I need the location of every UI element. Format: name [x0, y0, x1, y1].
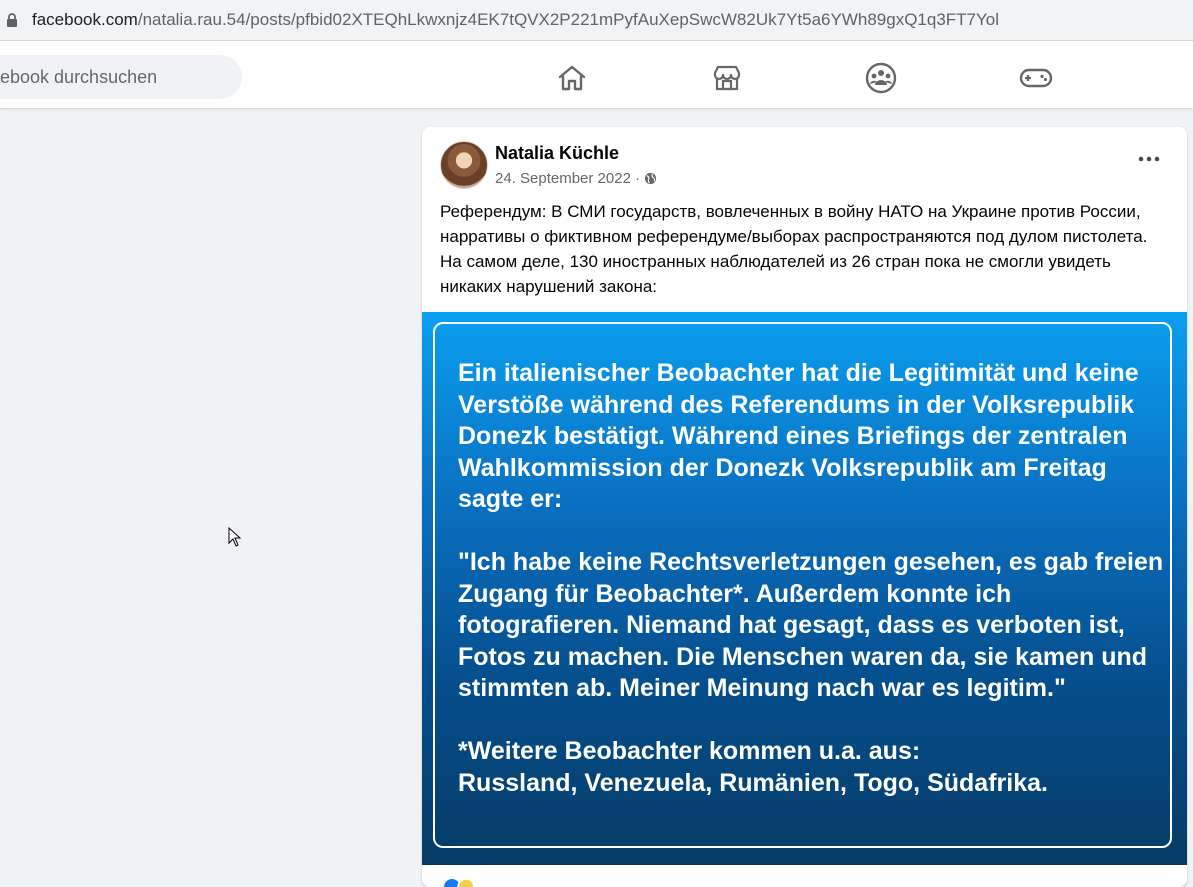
post-author[interactable]: Natalia Küchle	[495, 143, 620, 163]
post-image[interactable]	[422, 312, 1187, 865]
post-card	[422, 127, 1187, 887]
marketplace-icon[interactable]	[710, 61, 744, 95]
mouse-cursor-icon	[228, 527, 242, 547]
image-paragraph-3	[458, 736, 1170, 799]
image-paragraph-3-line-2: Russland, Venezuela, Rumänien, Togo, Südafrika.	[458, 768, 1048, 797]
image-paragraph-1: Ein italienischer Beobachter hat die Legitimität und keine Verstöße während des Referendums in der Volksrepublik Donezk bestätigt. Während eines Briefings der zentralen Wahlkommission der Donezk Volksrepublik am Freitag sagte er:	[458, 359, 1139, 513]
url-text[interactable]	[32, 10, 999, 30]
image-text	[458, 358, 1170, 799]
groups-icon[interactable]	[864, 61, 898, 95]
image-paragraph-3-line-1: *Weitere Beobachter kommen u.a. aus:	[458, 737, 921, 765]
search-placeholder: ebook durchsuchen	[0, 67, 158, 87]
more-options-icon[interactable]	[1136, 149, 1162, 169]
post-date[interactable]: 24. September 2022	[495, 170, 631, 187]
home-icon[interactable]	[555, 61, 589, 95]
facebook-header	[0, 41, 1193, 108]
meta-separator: ·	[634, 170, 640, 187]
avatar[interactable]	[440, 141, 488, 189]
post-meta	[495, 170, 657, 187]
lock-icon	[6, 12, 18, 28]
browser-address-bar[interactable]	[0, 0, 1193, 41]
image-paragraph-2: "Ich habe keine Rechtsverletzungen gesehen, es gab freien Zugang für Beobachter*. Außerdem konnte ich fotografieren. Niemand hat gesagt, dass es verboten ist, Fotos zu machen. Die Menschen waren da, sie kamen und stimmten ab. Meiner Meinung nach war es legitim."	[458, 548, 1164, 702]
url-path: /natalia.rau.54/posts/pfbid02XTEQhLkwxnjz4EK7tQVX2P221mPyfAuXepSwcW82Uk7Yt5a6YWh89gxQ1q3FT7Yol	[137, 10, 1000, 29]
reactions-icon[interactable]	[442, 875, 482, 887]
gaming-icon[interactable]	[1019, 61, 1053, 95]
globe-icon	[644, 172, 657, 185]
post-text: Референдум: В СМИ государств, вовлеченных в войну НАТО на Украине против России, нарративы о фиктивном референдуме/выборах распространяются под дулом пистолета. На самом деле, 130 иностранных наблюдателей из 26 стран пока не смогли увидеть никаких нарушений закона:	[440, 202, 1148, 296]
url-host: facebook.com	[32, 10, 138, 29]
